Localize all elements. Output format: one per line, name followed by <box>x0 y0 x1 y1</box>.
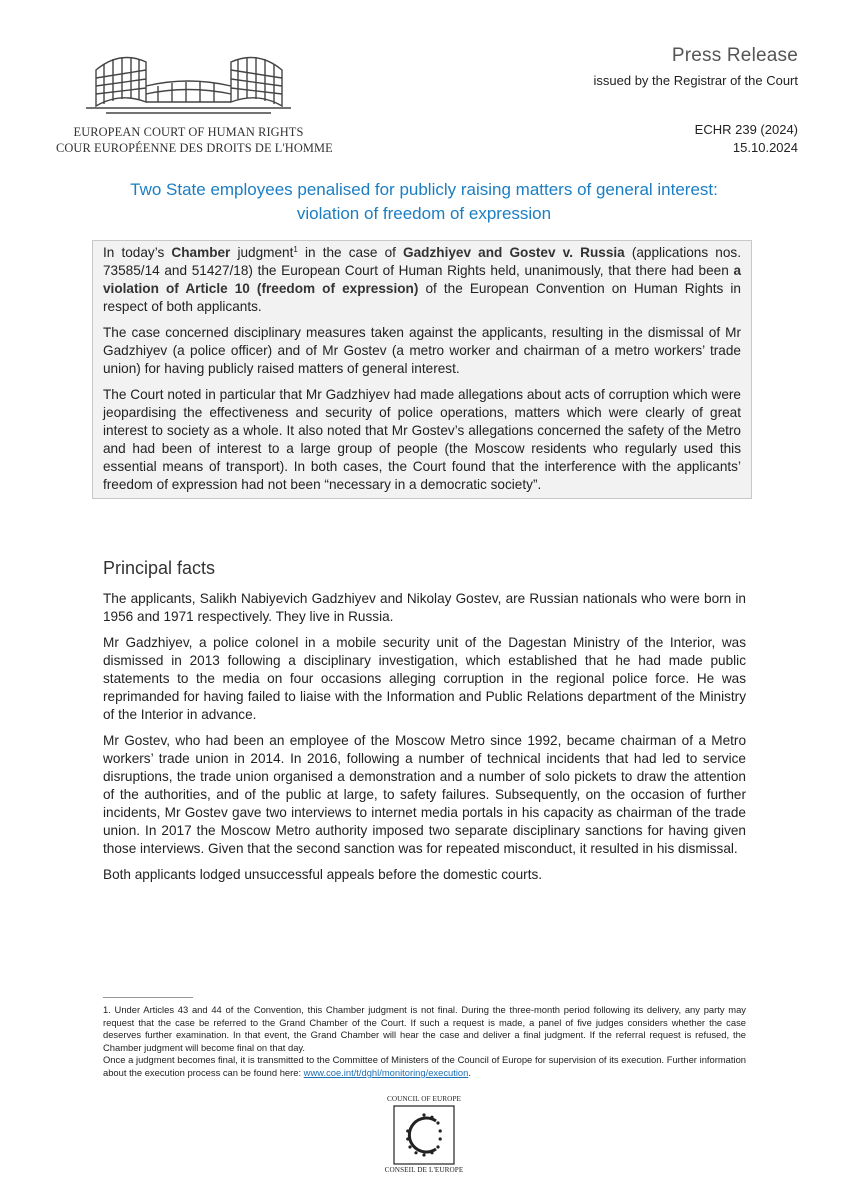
release-date: 15.10.2024 <box>732 140 798 155</box>
council-name-fr: CONSEIL DE L'EUROPE <box>384 1166 464 1174</box>
footnote-paragraph-1: 1. Under Articles 43 and 44 of the Convention, this Chamber judgment is not final. During the three-month period following its delivery, any party may request that the case be referred to the Grand Chamber of the Court. If such a request is made, a panel of five judges considers whether the case deserves further examination. In that event, the Grand Chamber will hear the case and deliver a final judgment. If the referral request is refused, the Chamber judgment will become final on that day. <box>103 1004 746 1053</box>
execution-link[interactable]: www.coe.int/t/dghl/monitoring/execution <box>303 1066 469 1078</box>
headline: Two State employees penalised for publicly raising matters of general interest: violation of freedom of expression <box>130 180 718 223</box>
press-release-subtitle: issued by the Registrar of the Court <box>593 73 798 88</box>
body-paragraph: Both applicants lodged unsuccessful appeals before the domestic courts. <box>103 867 543 882</box>
body-paragraph: Mr Gostev, who had been an employee of the Moscow Metro since 1992, became chairman of a Metro workers’ trade union in 2014. In 2016, following a number of technical incidents that had led to service disruptions, the trade union organised a demonstration and a number of solo pickets to draw the attention of the authorities, and of the public at large, to safety failures. Subsequently, on the occasion of further incidents, Mr Gostev gave two interviews to internet media portals in his capacity as chairman of the trade union. In 2017 the Moscow Metro authority imposed two separate disciplinary sanctions for having given those interviews. Given that the second sanction was for repeated misconduct, it resulted in his dismissal. <box>103 733 746 856</box>
section-heading-principal-facts: Principal facts <box>103 558 216 578</box>
council-of-europe-emblem-icon <box>393 1105 455 1165</box>
footnote <box>103 1004 746 1080</box>
council-name-en: COUNCIL OF EUROPE <box>386 1095 462 1103</box>
court-logo <box>56 50 333 156</box>
summary-paragraph-1: In today’s Chamber judgment$^1$ in the case of Gadzhiyev and Gostev v. Russia (applications nos. 73585/14 and 51427/18) the European Court of Human Rights held, unanimously, that there had been a violation of Article 10 (freedom of expression) of the European Convention on Human Rights in respect of both applicants. <box>103 245 741 314</box>
release-reference <box>695 121 798 157</box>
principal-facts-body <box>103 590 746 892</box>
violation-label: a violation of Article 10 (freedom of expression) <box>103 263 741 296</box>
press-release-header <box>594 45 799 88</box>
case-name: Gadzhiyev and Gostev v. Russia <box>403 245 625 260</box>
chamber-label: Chamber <box>171 245 231 260</box>
court-name-fr: COUR EUROPÉENNE DES DROITS DE L'HOMME <box>56 141 333 155</box>
summary-paragraph-3: The Court noted in particular that Mr Gadzhiyev had made allegations about acts of corruption which were jeopardising the effectiveness and security of police operations, matters which were clearly of great interest to society as a whole. It also noted that Mr Gostev’s allegations concerned the safety of the Metro and had been of interest to a large group of people (the Moscow residents who regularly used this essential means of transport). In both cases, the Court found that the interference with the applicants’ freedom of expression had not been “necessary in a democratic society”. <box>103 387 741 492</box>
summary-box <box>92 240 752 499</box>
footnote-divider <box>103 997 193 998</box>
footnote-paragraph-2: Once a judgment becomes final, it is transmitted to the Committee of Ministers of the Council of Europe for supervision of its execution. Further information about the execution process can be found here: www.coe.int/t/dghl/monitoring/execution. <box>103 1054 746 1078</box>
body-paragraph: The applicants, Salikh Nabiyevich Gadzhiyev and Nikolay Gostev, are Russian nationals who were born in 1956 and 1971 respectively. They live in Russia. <box>103 591 746 624</box>
footnote-marker: 1 <box>293 245 298 254</box>
press-release-title: Press Release <box>671 45 798 66</box>
summary-paragraph-2: The case concerned disciplinary measures taken against the applicants, resulting in the dismissal of Mr Gadzhiyev (a police officer) and of Mr Gostev (a metro worker and chairman of a metro workers’ trade union) for having publicly raised matters of general interest. <box>103 325 741 376</box>
court-name-en: EUROPEAN COURT OF HUMAN RIGHTS <box>73 125 304 139</box>
council-of-europe-logo <box>374 1095 474 1174</box>
reference-number: ECHR 239 (2024) <box>694 122 798 137</box>
body-paragraph: Mr Gadzhiyev, a police colonel in a mobile security unit of the Dagestan Ministry of the Interior, was dismissed in 2013 following a disciplinary investigation, which established that he had made public statements to the media on four occasions alleging corruption in the regional police force. He was reprimanded for having failed to liaise with the Information and Public Relations department of the Ministry of the Interior in advance. <box>103 635 746 722</box>
echr-building-logo-icon <box>86 50 291 116</box>
